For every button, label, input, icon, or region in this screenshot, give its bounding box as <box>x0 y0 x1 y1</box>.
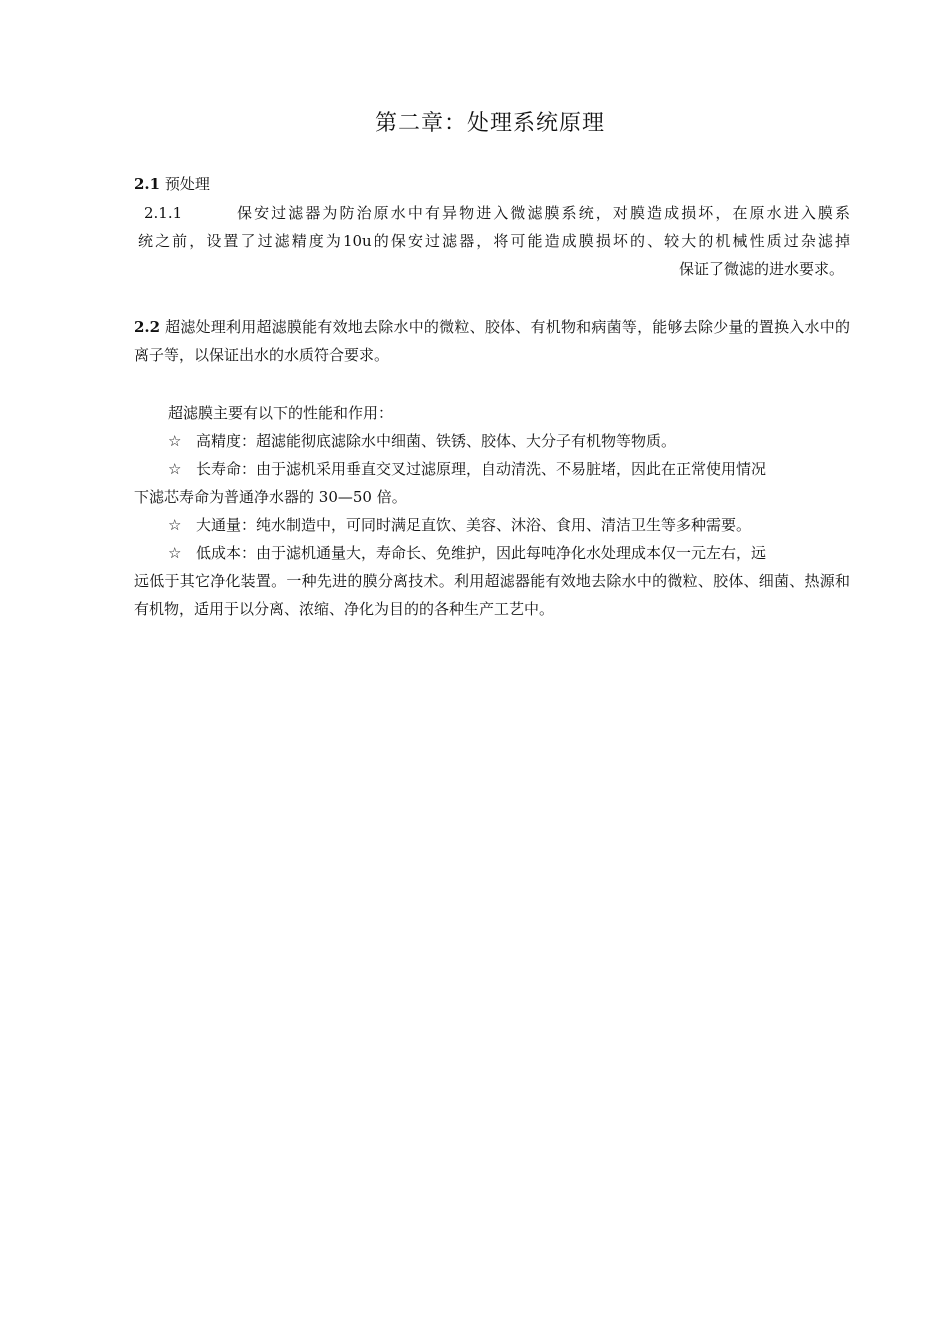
section-2-2 <box>134 313 850 369</box>
star-icon: ☆ <box>168 432 182 450</box>
paragraph-text: 统之前，设置了过滤精度为10u的保安过滤器，将可能造成膜损坏的、较大的机械性质过杂滤掉 <box>138 232 850 250</box>
page-title: 第二章：处理系统原理 <box>374 111 605 136</box>
paragraph-text: 保证了微滤的进水要求。 <box>678 260 844 278</box>
paragraph-text: 保安过滤器为防治原水中有异物进入微滤膜系统，对膜造成损坏，在原水进入膜系 <box>237 204 850 222</box>
section-2-1 <box>134 170 850 198</box>
section-number: 2.2 <box>134 318 161 336</box>
list-item-continuation: 下滤芯寿命为普通净水器的 30—50 倍。 <box>134 488 407 506</box>
star-icon: ☆ <box>168 460 182 478</box>
subsection-number: 2.1.1 <box>144 204 183 222</box>
paragraph-line <box>134 199 850 227</box>
section-heading: 预处理 <box>164 175 210 193</box>
list-item <box>134 427 850 455</box>
section-2-1-1 <box>134 199 850 283</box>
list-item-text: 长寿命：由于滤机采用垂直交叉过滤原理，自动清洗、不易脏堵，因此在正常使用情况 <box>196 460 767 478</box>
section-number: 2.1 <box>134 175 161 193</box>
list-item <box>134 455 850 483</box>
list-item-text: 低成本：由于滤机通量大，寿命长、免维护，因此每吨净化水处理成本仅一元左右，远 <box>196 544 767 562</box>
list-item <box>134 511 850 539</box>
list-item-text: 大通量：纯水制造中，可同时满足直饮、美容、沐浴、食用、清洁卫生等多种需要。 <box>196 516 752 534</box>
performance-list <box>134 399 850 623</box>
paragraph-text: 超滤处理利用超滤膜能有效地去除水中的微粒、胶体、有机物和病菌等，能够去除少量的置换入水中的离子等，以保证出水的水质符合要求。 <box>134 318 850 364</box>
list-item <box>134 539 850 567</box>
list-intro: 超滤膜主要有以下的性能和作用： <box>168 404 394 422</box>
list-item-text: 高精度：超滤能彻底滤除水中细菌、铁锈、胶体、大分子有机物等物质。 <box>196 432 677 450</box>
list-item-continuation: 远低于其它净化装置。一种先进的膜分离技术。利用超滤器能有效地去除水中的微粒、胶体、细菌、热源和有机物，适用于以分离、浓缩、净化为目的的各种生产工艺中。 <box>134 572 850 618</box>
star-icon: ☆ <box>168 516 182 534</box>
star-icon: ☆ <box>168 544 182 562</box>
